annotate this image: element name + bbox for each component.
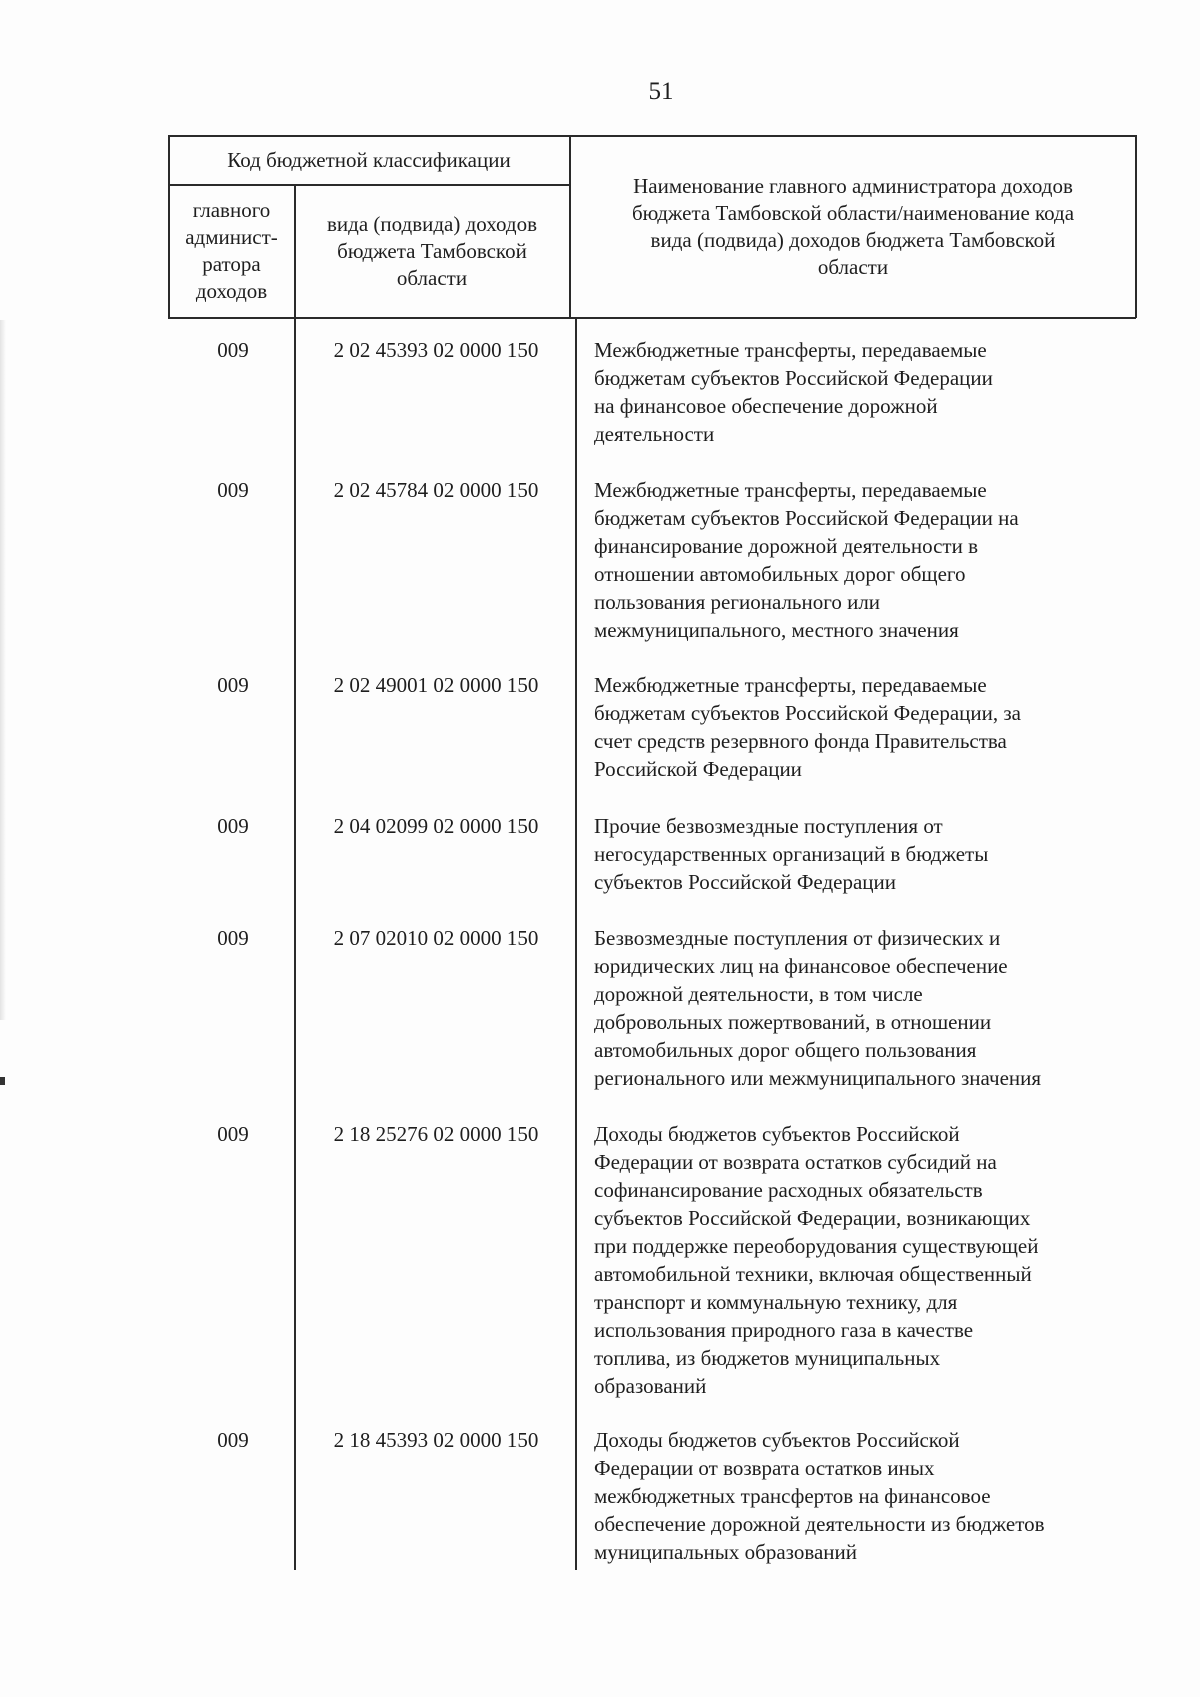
revenue-name: Межбюджетные трансферты, передаваемые бюджетам субъектов Российской Федерации на финансовое обеспечение дорожной деятельности — [594, 338, 993, 446]
revenue-name: Безвозмездные поступления от физических и юридических лиц на финансовое обеспечение дорожной деятельности, в том числе добровольных пожертвований, в отношении автомобильных дорог общего пользования регионального или межмуниципального значения — [594, 926, 1042, 1090]
admin-code: 009 — [217, 673, 249, 697]
page-number: 51 — [648, 78, 674, 105]
admin-code: 009 — [217, 926, 249, 950]
header-col-kind: вида (подвида) доходов бюджета Тамбовской области — [327, 211, 537, 290]
revenue-code: 2 02 45784 02 0000 150 — [333, 478, 539, 502]
header-col-divider-2 — [569, 135, 571, 318]
header-col-name: Наименование главного администратора доходов бюджета Тамбовской области/наименование кода вида (подвида) доходов бюджета Тамбовской области — [631, 174, 1075, 279]
header-right-border — [1135, 135, 1137, 318]
admin-code: 009 — [217, 478, 249, 502]
scan-mark — [0, 1077, 5, 1085]
admin-code: 009 — [217, 1428, 249, 1452]
revenue-code: 2 18 45393 02 0000 150 — [333, 1428, 539, 1452]
header-group-title: Код бюджетной классификации — [227, 147, 511, 172]
scan-edge-shadow — [0, 320, 6, 1020]
body-col-divider-2 — [575, 318, 577, 1570]
revenue-code: 2 07 02010 02 0000 150 — [333, 926, 539, 950]
revenue-name: Прочие безвозмездные поступления от негосударственных организаций в бюджеты субъектов Российской Федерации — [594, 814, 989, 894]
admin-code: 009 — [217, 338, 249, 362]
header-bottom-border — [168, 317, 1136, 319]
header-col-admin: главного админист- ратора доходов — [185, 198, 278, 303]
revenue-name: Межбюджетные трансферты, передаваемые бюджетам субъектов Российской Федерации на финансирование дорожной деятельности в отношении автомобильных дорог общего пользования регионального или межмуниципального, местного значения — [594, 478, 1019, 642]
admin-code: 009 — [217, 1122, 249, 1146]
revenue-code: 2 18 25276 02 0000 150 — [333, 1122, 539, 1146]
revenue-name: Межбюджетные трансферты, передаваемые бюджетам субъектов Российской Федерации, за счет средств резервного фонда Правительства Российской Федерации — [594, 673, 1021, 781]
body-col-divider-1 — [294, 318, 296, 1570]
revenue-code: 2 02 45393 02 0000 150 — [333, 338, 539, 362]
revenue-code: 2 04 02099 02 0000 150 — [333, 814, 539, 838]
revenue-name: Доходы бюджетов субъектов Российской Федерации от возврата остатков субсидий на софинансирование расходных обязательств субъектов Российской Федерации, возникающих при поддержке переоборудования существующей автомобильной техники, включая общественный транспорт и коммунальную технику, для использования природного газа в качестве топлива, из бюджетов муниципальных образований — [594, 1122, 1039, 1398]
revenue-name: Доходы бюджетов субъектов Российской Федерации от возврата остатков иных межбюджетных трансфертов на финансовое обеспечение дорожной деятельности из бюджетов муниципальных образований — [594, 1428, 1045, 1564]
revenue-code: 2 02 49001 02 0000 150 — [333, 673, 539, 697]
admin-code: 009 — [217, 814, 249, 838]
